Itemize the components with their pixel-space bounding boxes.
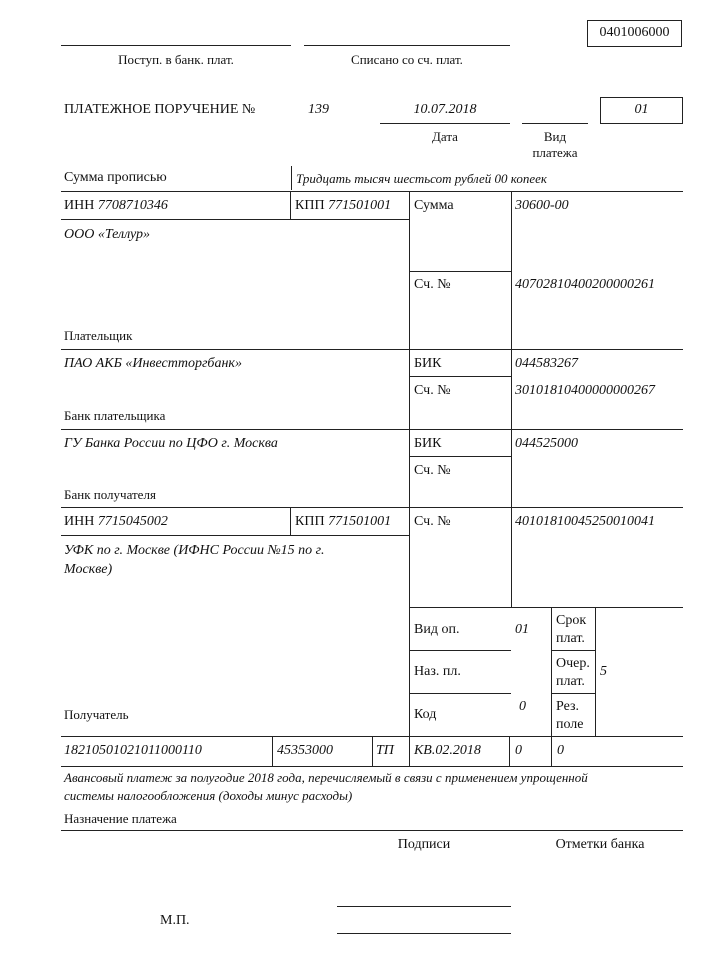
recipient-account-value: 40101810045250010041 — [515, 514, 655, 529]
recipient-label: Получатель — [64, 707, 129, 722]
oktmo-value: 45353000 — [277, 743, 333, 758]
tax-doc-date-value: 0 — [557, 743, 564, 758]
reserve-label-2: поле — [556, 717, 584, 732]
term-label-1: Срок — [556, 613, 587, 628]
bank-marks-label: Отметки банка — [555, 837, 645, 852]
recipient-bank-bik-label: БИК — [414, 436, 442, 451]
payer-inn-value: 7708710346 — [97, 198, 168, 213]
codes-line-1 — [409, 650, 511, 651]
recipient-inn — [64, 514, 168, 530]
recipient-bank-name: ГУ Банка России по ЦФО г. Москва — [64, 436, 278, 451]
order-label-2: плат. — [556, 674, 585, 689]
received-date-line — [61, 45, 291, 46]
order-date: 10.07.2018 — [413, 102, 477, 117]
tax-basis-value: ТП — [376, 743, 394, 758]
signature-line-2 — [337, 933, 511, 934]
tax-divider-2 — [372, 736, 373, 766]
recipient-bank-bik-value: 044525000 — [515, 436, 578, 451]
received-label: Поступ. в банк. плат. — [118, 52, 234, 67]
payer-inn-label: ИНН — [64, 198, 95, 213]
payer-kpp-label: КПП — [295, 198, 325, 213]
tax-divider-1 — [272, 736, 273, 766]
codes-line-2b — [551, 693, 595, 694]
codes-line-1b — [551, 650, 595, 651]
op-type-value: 01 — [515, 622, 529, 637]
recipient-account-label: Сч. № — [414, 514, 451, 529]
payer-inn-line — [61, 219, 409, 220]
recipient-inn-line — [61, 535, 409, 536]
payer-name: ООО «Теллур» — [64, 227, 151, 242]
kbk-value: 18210501021011000110 — [64, 743, 202, 758]
payment-type-label: Вид платежа — [532, 129, 578, 160]
amount-words-label: Сумма прописью — [64, 170, 167, 185]
sum-account-line — [409, 271, 511, 272]
value-column-divider-3 — [511, 507, 512, 607]
codes-line-2 — [409, 693, 511, 694]
recipient-kpp-label: КПП — [295, 514, 325, 529]
code-value: 0 — [519, 699, 526, 714]
purpose-code-label: Наз. пл. — [414, 664, 461, 679]
code-label: Код — [414, 707, 437, 722]
debited-label: Списано со сч. плат. — [351, 52, 463, 67]
payer-bank-account-label: Сч. № — [414, 383, 451, 398]
status-code: 01 — [634, 102, 649, 117]
tax-divider-3 — [509, 736, 510, 766]
debited-date-line — [304, 45, 510, 46]
amount-words-divider — [291, 166, 292, 190]
op-type-label: Вид оп. — [414, 622, 460, 637]
tax-bottom-line — [61, 766, 683, 767]
sum-value: 30600-00 — [515, 198, 569, 213]
payer-account-label: Сч. № — [414, 277, 451, 292]
date-label: Дата — [432, 129, 458, 144]
payer-bank-bottom-line — [61, 429, 683, 430]
inn-kpp-divider-payer — [290, 191, 291, 219]
signatures-label: Подписи — [397, 837, 451, 852]
payer-bank-bik-value: 044583267 — [515, 356, 578, 371]
date-line — [380, 123, 510, 124]
signature-line-1 — [337, 906, 511, 907]
form-code: 0401006000 — [599, 25, 670, 40]
payer-bank-name: ПАО АКБ «Инвестторгбанк» — [64, 356, 242, 371]
payer-kpp — [295, 198, 391, 214]
inn-kpp-divider-recipient — [290, 507, 291, 535]
value-column-divider-1 — [511, 191, 512, 349]
recipient-kpp-value: 771501001 — [328, 514, 392, 529]
codes-top-line — [409, 607, 683, 608]
payer-inn — [64, 198, 168, 214]
payer-account-value: 40702810400200000261 — [515, 277, 655, 292]
payer-bank-account-value: 30101810400000000267 — [515, 383, 655, 398]
codes-divider-2 — [595, 607, 596, 736]
tax-period-value: КВ.02.2018 — [414, 743, 481, 758]
recipient-inn-value: 7715045002 — [97, 514, 168, 529]
payer-bank-bik-label: БИК — [414, 356, 442, 371]
payer-bank-label: Банк плательщика — [64, 408, 166, 423]
order-label-1: Очер. — [556, 656, 590, 671]
payer-label: Плательщик — [64, 328, 133, 343]
recipient-inn-label: ИНН — [64, 514, 95, 529]
main-vertical-divider — [409, 191, 410, 766]
purpose-label: Назначение платежа — [64, 811, 177, 826]
codes-divider-1 — [551, 607, 552, 766]
payment-type-line — [522, 123, 588, 124]
value-column-divider-2 — [511, 349, 512, 507]
recipient-bank-bottom-line — [61, 507, 683, 508]
tax-doc-number-value: 0 — [515, 743, 522, 758]
recipient-kpp — [295, 514, 391, 530]
recipient-bank-split-line — [409, 456, 511, 457]
payer-bottom-line — [61, 349, 683, 350]
order-value: 5 — [600, 664, 607, 679]
recipient-bank-account-label: Сч. № — [414, 463, 451, 478]
term-label-2: плат. — [556, 631, 585, 646]
sum-label: Сумма — [414, 198, 454, 213]
purpose-line1: Авансовый платеж за полугодие 2018 года, перечисляемый в связи с применением упрощенной — [64, 770, 588, 785]
reserve-label-1: Рез. — [556, 699, 580, 714]
payer-kpp-value: 771501001 — [328, 198, 392, 213]
recipient-bank-label: Банк получателя — [64, 487, 156, 502]
recipient-name-line2: Москве) — [64, 562, 113, 577]
order-number: 139 — [308, 102, 329, 117]
page-title: ПЛАТЕЖНОЕ ПОРУЧЕНИЕ № — [64, 102, 256, 117]
amount-words-value: Тридцать тысяч шестьсот рублей 00 копеек — [296, 171, 548, 186]
purpose-line2: системы налогообложения (доходы минус расходы) — [64, 788, 353, 803]
amount-words-bottom-line — [61, 191, 683, 192]
payer-bank-split-line — [409, 376, 511, 377]
recipient-name-line1: УФК по г. Москве (ИФНС России №15 по г. — [64, 543, 325, 558]
purpose-bottom-line — [61, 830, 683, 831]
stamp-label: М.П. — [160, 913, 190, 928]
